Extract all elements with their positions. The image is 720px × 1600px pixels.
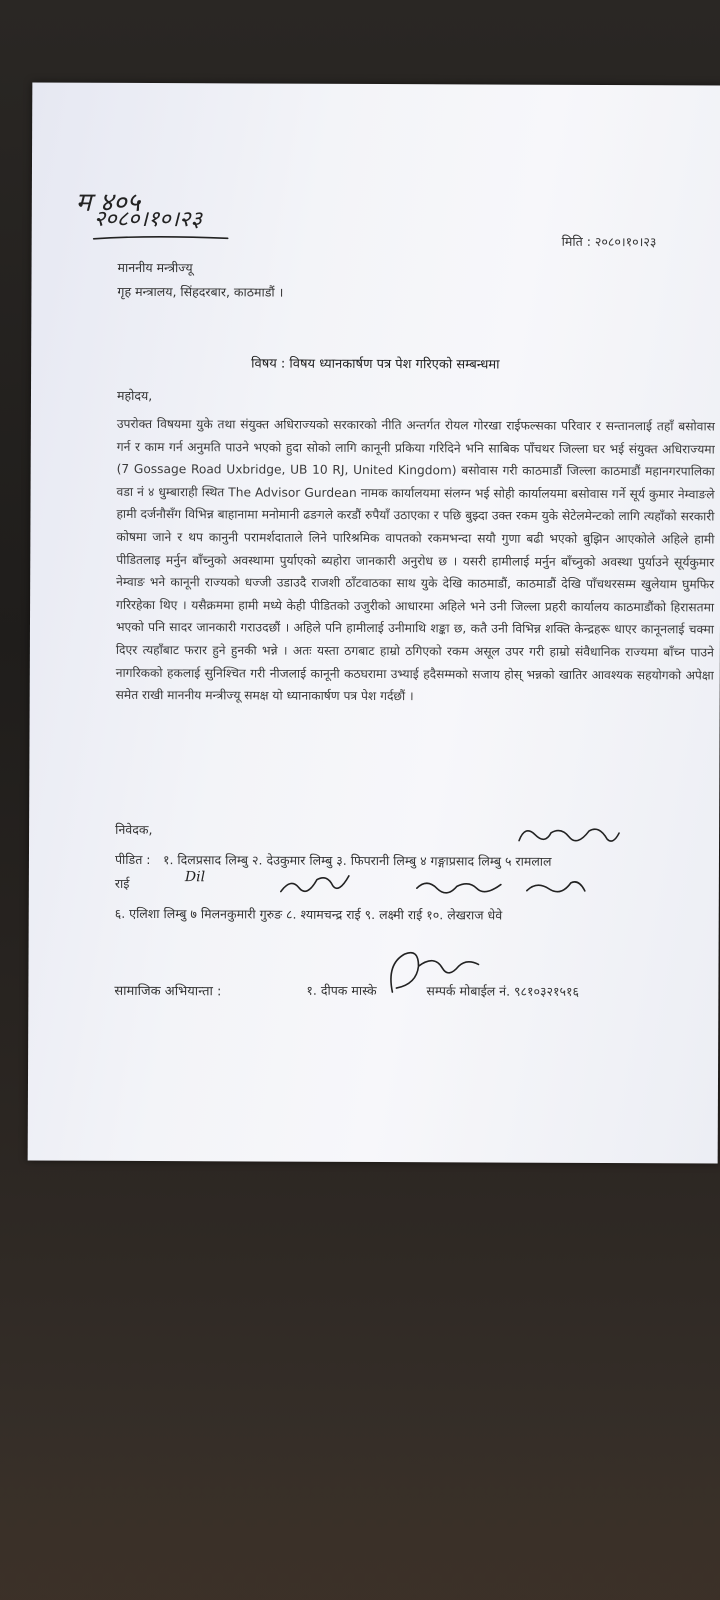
activist-contact: सम्पर्क मोबाईल नं. ९८१०३२१५१६ xyxy=(426,983,580,999)
closing: निवेदक, xyxy=(115,821,153,838)
victims-row-1-cont: राई xyxy=(114,875,130,891)
signature-deukumar xyxy=(277,870,357,898)
background-shadow xyxy=(0,1420,720,1600)
letter-page xyxy=(28,82,720,1163)
handwritten-ref-number: म ४०५ xyxy=(75,187,141,218)
letter-date: मिति : २०८०।१०।२३ xyxy=(561,233,657,250)
activist-name: १. दीपक मास्के xyxy=(306,982,377,999)
handwritten-ref-date: २०८०।१०।२३ xyxy=(93,206,203,233)
salutation: महोदय, xyxy=(116,387,153,404)
signature-gangaprasad xyxy=(515,821,625,851)
victims-row-2: ६. एलिशा लिम्बु ७ मिलनकुमारी गुरुङ ८. श्यामचन्द्र राई ९. लक्ष्मी राई १०. लेखराज धेवे xyxy=(114,905,503,923)
victims-label: पीडित : xyxy=(114,851,151,868)
recipient-line-1: माननीय मन्त्रीज्यू xyxy=(117,259,193,276)
signature-shyamchandra xyxy=(413,874,513,900)
letter-subject: विषय : विषय ध्यानकार्षण पत्र पेश गरिएको सम्बन्धमा xyxy=(251,356,500,373)
signature-laxmi xyxy=(523,873,593,899)
handwritten-underline xyxy=(92,233,232,244)
victims-row-1: १. दिलप्रसाद लिम्बु २. देउकुमार लिम्बु ३. फिपरानी लिम्बु ४ गङ्गाप्रसाद लिम्बु ५ रामलाल xyxy=(162,852,552,869)
signature-dil: Dil xyxy=(184,869,206,886)
recipient-line-2: गृह मन्त्रालय, सिंहदरबार, काठमाडौं । xyxy=(117,283,284,300)
activist-label: सामाजिक अभियान्ता : xyxy=(114,983,222,1000)
letter-body: उपरोक्त विषयमा युके तथा संयुक्त अधिराज्यको सरकारको नीति अन्तर्गत रोयल गोरखा राईफल्सका परिवार र सन्तानलाई तहाँ बसोवास गर्न र काम गर्न अनुमति पाउने भएको हुदा सोको लागि कानूनी प्रकिया गरिदिने भनि साबिक पाँचथर जिल्ला घर भई संयुक्त अधिराज्यमा (7 Gossage Road Uxbridge, UB 10 RJ, United Kingdom) बसोवास गरी काठमाडौं जिल्ला काठमाडौं महानगरपालिका वडा नं ४ धुम्बाराही स्थित The Advisor Gurdean नामक कार्यालयमा संलग्न भई सोही कार्यालयमा बसोवास गर्ने सूर्य कुमार नेम्वाङले हामी दर्जनौसँग विभिन्न बाहानामा मनोमानी ढङगले करडौं रुपैयाँ उठाएका र पछि बुझ्दा उक्त रकम युके सेटेलमेन्टको लागि त्यहाँको सरकारी कोषमा जाने र थप कानुनी परामर्शदाताले लिने पारिश्रमिक वापतको रकमभन्दा सयौ गुणा बढी भएको बुझिन आएकोले अहिले हामी पीडितलाइ मर्नुन बाँच्नुको अवस्थामा पुर्याएको ब्यहोरा जानकारी अनुरोध छ । यसरी हामीलाई मर्नुन बाँच्नुको अवस्था पुर्याउने सूर्यकुमार नेम्वाङ भने कानूनी राज्यको धज्जी उडाउदै राजशी ठाँटवाठका साथ युके देखि काठमाडौं, काठमाडौं देखि पाँचथरसम्म खुलेयाम घुमफिर गरिरहेका थिए । यसैक्रममा हामी मध्ये केही पीडितको उजुरीको आधारमा अहिले भने उनी जिल्ला प्रहरी कार्यालय काठमाडौंको हिरासतमा भएको पनि सादर जानकारी गराउदछौं । अहिले पनि हामीलाई उनीमाथि शङ्का छ, कतै उनी विभिन्न शक्ति केन्द्रहरू धाएर कानूनलाई चक्मा दिएर त्यहाँबाट फरार हुने हुनकी भन्ने । अतः यस्ता ठगबाट हाम्रो ठगिएको रकम असूल उपर गरी हाम्रो संवैधानिक राज्यमा बाँच्न पाउने नागरिकको हकलाई सुनिश्चित गरी नीजलाई कानूनी कठघरामा उभ्याई हदैसम्मको सजाय होस् भन्नको खातिर आवश्यक सहयोगको अपेक्षा समेत राखी माननीय मन्त्रीज्यू समक्ष यो ध्यानाकार्षण पत्र पेश गर्दछौं । xyxy=(115,416,715,704)
